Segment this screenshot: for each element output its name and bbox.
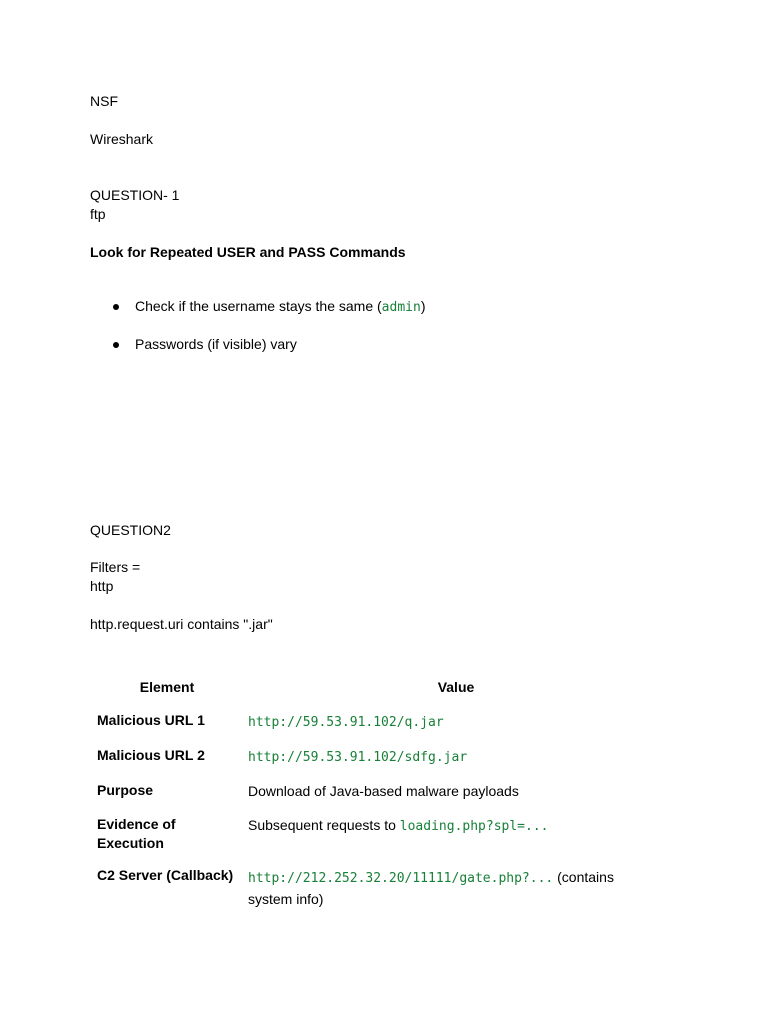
table-row-2-element: Malicious URL 2 <box>97 747 205 763</box>
table-row-3-value: Download of Java-based malware payloads <box>248 783 519 799</box>
filters-label: Filters = <box>90 559 141 575</box>
question1-protocol: ftp <box>90 206 106 222</box>
filter-expression: http.request.uri contains ".jar" <box>90 616 273 632</box>
bullet-dot-2 <box>113 342 119 348</box>
question2-heading: QUESTION2 <box>90 522 171 538</box>
table-row-5-element: C2 Server (Callback) <box>97 867 234 883</box>
bullet-1-text: Check if the username stays the same ( <box>135 298 382 314</box>
question1-subheading: Look for Repeated USER and PASS Commands <box>90 244 406 260</box>
bullet-item-2 <box>135 335 297 354</box>
question1-heading: QUESTION- 1 <box>90 187 180 203</box>
table-row-4-value <box>248 815 668 837</box>
c2-note: (contains system info) <box>248 869 614 907</box>
table-row-5-value <box>248 867 648 909</box>
bullet-item-1 <box>135 297 425 317</box>
c2-url: http://212.252.32.20/11111/gate.php?... <box>248 871 554 886</box>
table-row-1-element: Malicious URL 1 <box>97 712 205 728</box>
table-row-1-value <box>248 711 668 733</box>
evidence-text: Subsequent requests to <box>248 817 400 833</box>
evidence-code: loading.php?spl=... <box>399 819 549 834</box>
document-title: NSF <box>90 93 118 109</box>
bullet-dot-1 <box>113 304 119 310</box>
table-header-element: Element <box>139 679 195 695</box>
filters-value: http <box>90 578 114 594</box>
bullet-1-text-after: ) <box>420 298 426 314</box>
table-row-4-element: Evidence of Execution <box>97 816 176 851</box>
bullet-2-text: Passwords (if visible) vary <box>135 336 297 352</box>
malicious-url-1: http://59.53.91.102/q.jar <box>248 715 444 730</box>
tool-name: Wireshark <box>90 131 154 147</box>
table-header-value: Value <box>437 679 475 695</box>
bullet-1-code: admin <box>381 300 421 315</box>
table-row-3-element: Purpose <box>97 782 154 798</box>
malicious-url-2: http://59.53.91.102/sdfg.jar <box>248 750 468 765</box>
table-row-2-value <box>248 746 668 768</box>
